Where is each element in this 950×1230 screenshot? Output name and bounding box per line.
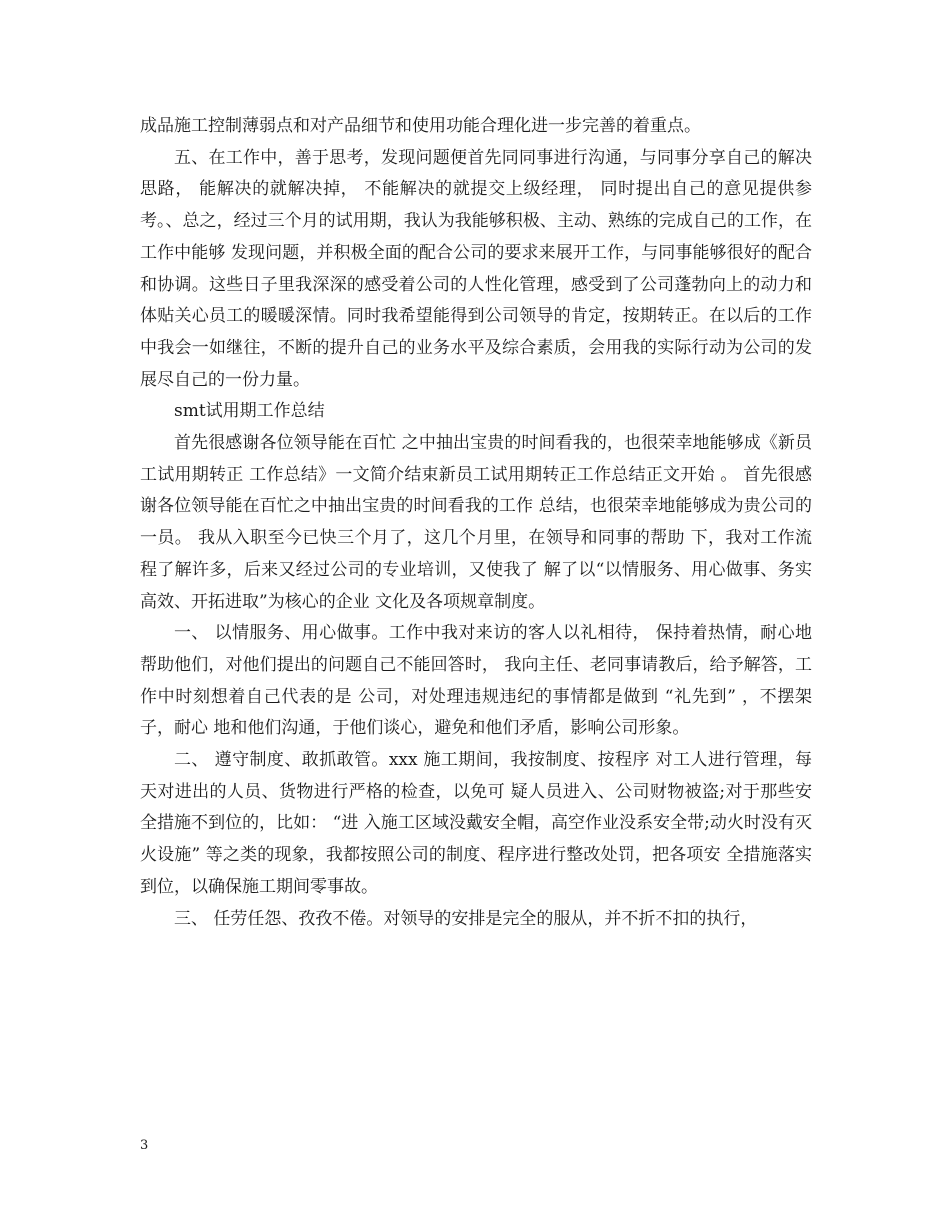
- page-number: 3: [140, 1138, 149, 1153]
- body-text: [140, 111, 812, 935]
- paragraph-4: 一、 以情服务、用心做事。工作中我对来访的客人以礼相待， 保持着热情，耐心地帮助他们，对他们提出的问题自己不能回答时， 我向主任、老同事请教后，给予解答，工作中时刻想着自己代表的是 公司，对处理违规违纪的事情都是做到 “礼先到” ，不摆架子，耐心 地和他们沟通，于他们谈心，避免和他们矛盾，影响公司形象。: [140, 623, 812, 739]
- paragraph-3: 首先很感谢各位领导能在百忙 之中抽出宝贵的时间看我的，也很荣幸地能够成《新员工试用期转正 工作总结》一文简介结束新员工试用期转正工作总结正文开始 。 首先很感谢各位领导能在百忙之中抽出宝贵的时间看我的工作 总结，也很荣幸地能够成为贵公司的一员。 我从入职至今已快三个月了，这几个月里，在领导和同事的帮助 下，我对工作流程了解许多，后来又经过公司的专业培训，又使我了 解了以“以情服务、用心做事、务实高效、开拓进取”为核心的企业 文化及各项规章制度。: [140, 433, 812, 612]
- paragraph-5: 二、 遵守制度、敢抓敢管。xxx 施工期间，我按制度、按程序 对工人进行管理，每天对进出的人员、货物进行严格的检查，以免可 疑人员进入、公司财物被盗;对于那些安全措施不到位的，比如： “进 入施工区域没戴安全帽，高空作业没系安全带;动火时没有灭火设施” 等之类的现象，我都按照公司的制度、程序进行整改处罚，把各项安 全措施落实到位，以确保施工期间零事故。: [140, 750, 812, 897]
- paragraph-6: 三、 任劳任怨、孜孜不倦。对领导的安排是完全的服从，并不折不扣的执行，: [174, 908, 758, 929]
- paragraph-2: 五、在工作中，善于思考，发现问题便首先同同事进行沟通，与同事分享自己的解决思路， 能解决的就解决掉， 不能解决的就提交上级经理， 同时提出自己的意见提供参考。、总之，经过三个月的试用期，我认为我能够积极、主动、熟练的完成自己的工作，在工作中能够 发现问题，并积极全面的配合公司的要求来展开工作，与同事能够很好的配合和协调。这些日子里我深深的感受着公司的人性化管理，感受到了公司蓬勃向上的动力和体贴关心员工的暖暖深情。同时我希望能得到公司领导的肯定，按期转正。在以后的工作中我会一如继往，不断的提升自己的业务水平及综合素质，会用我的实际行动为公司的发展尽自己的一份力量。: [140, 147, 812, 390]
- section-heading: smt试用期工作总结: [174, 401, 325, 422]
- paragraph-1: 成品施工控制薄弱点和对产品细节和使用功能合理化进一步完善的着重点。: [140, 116, 701, 136]
